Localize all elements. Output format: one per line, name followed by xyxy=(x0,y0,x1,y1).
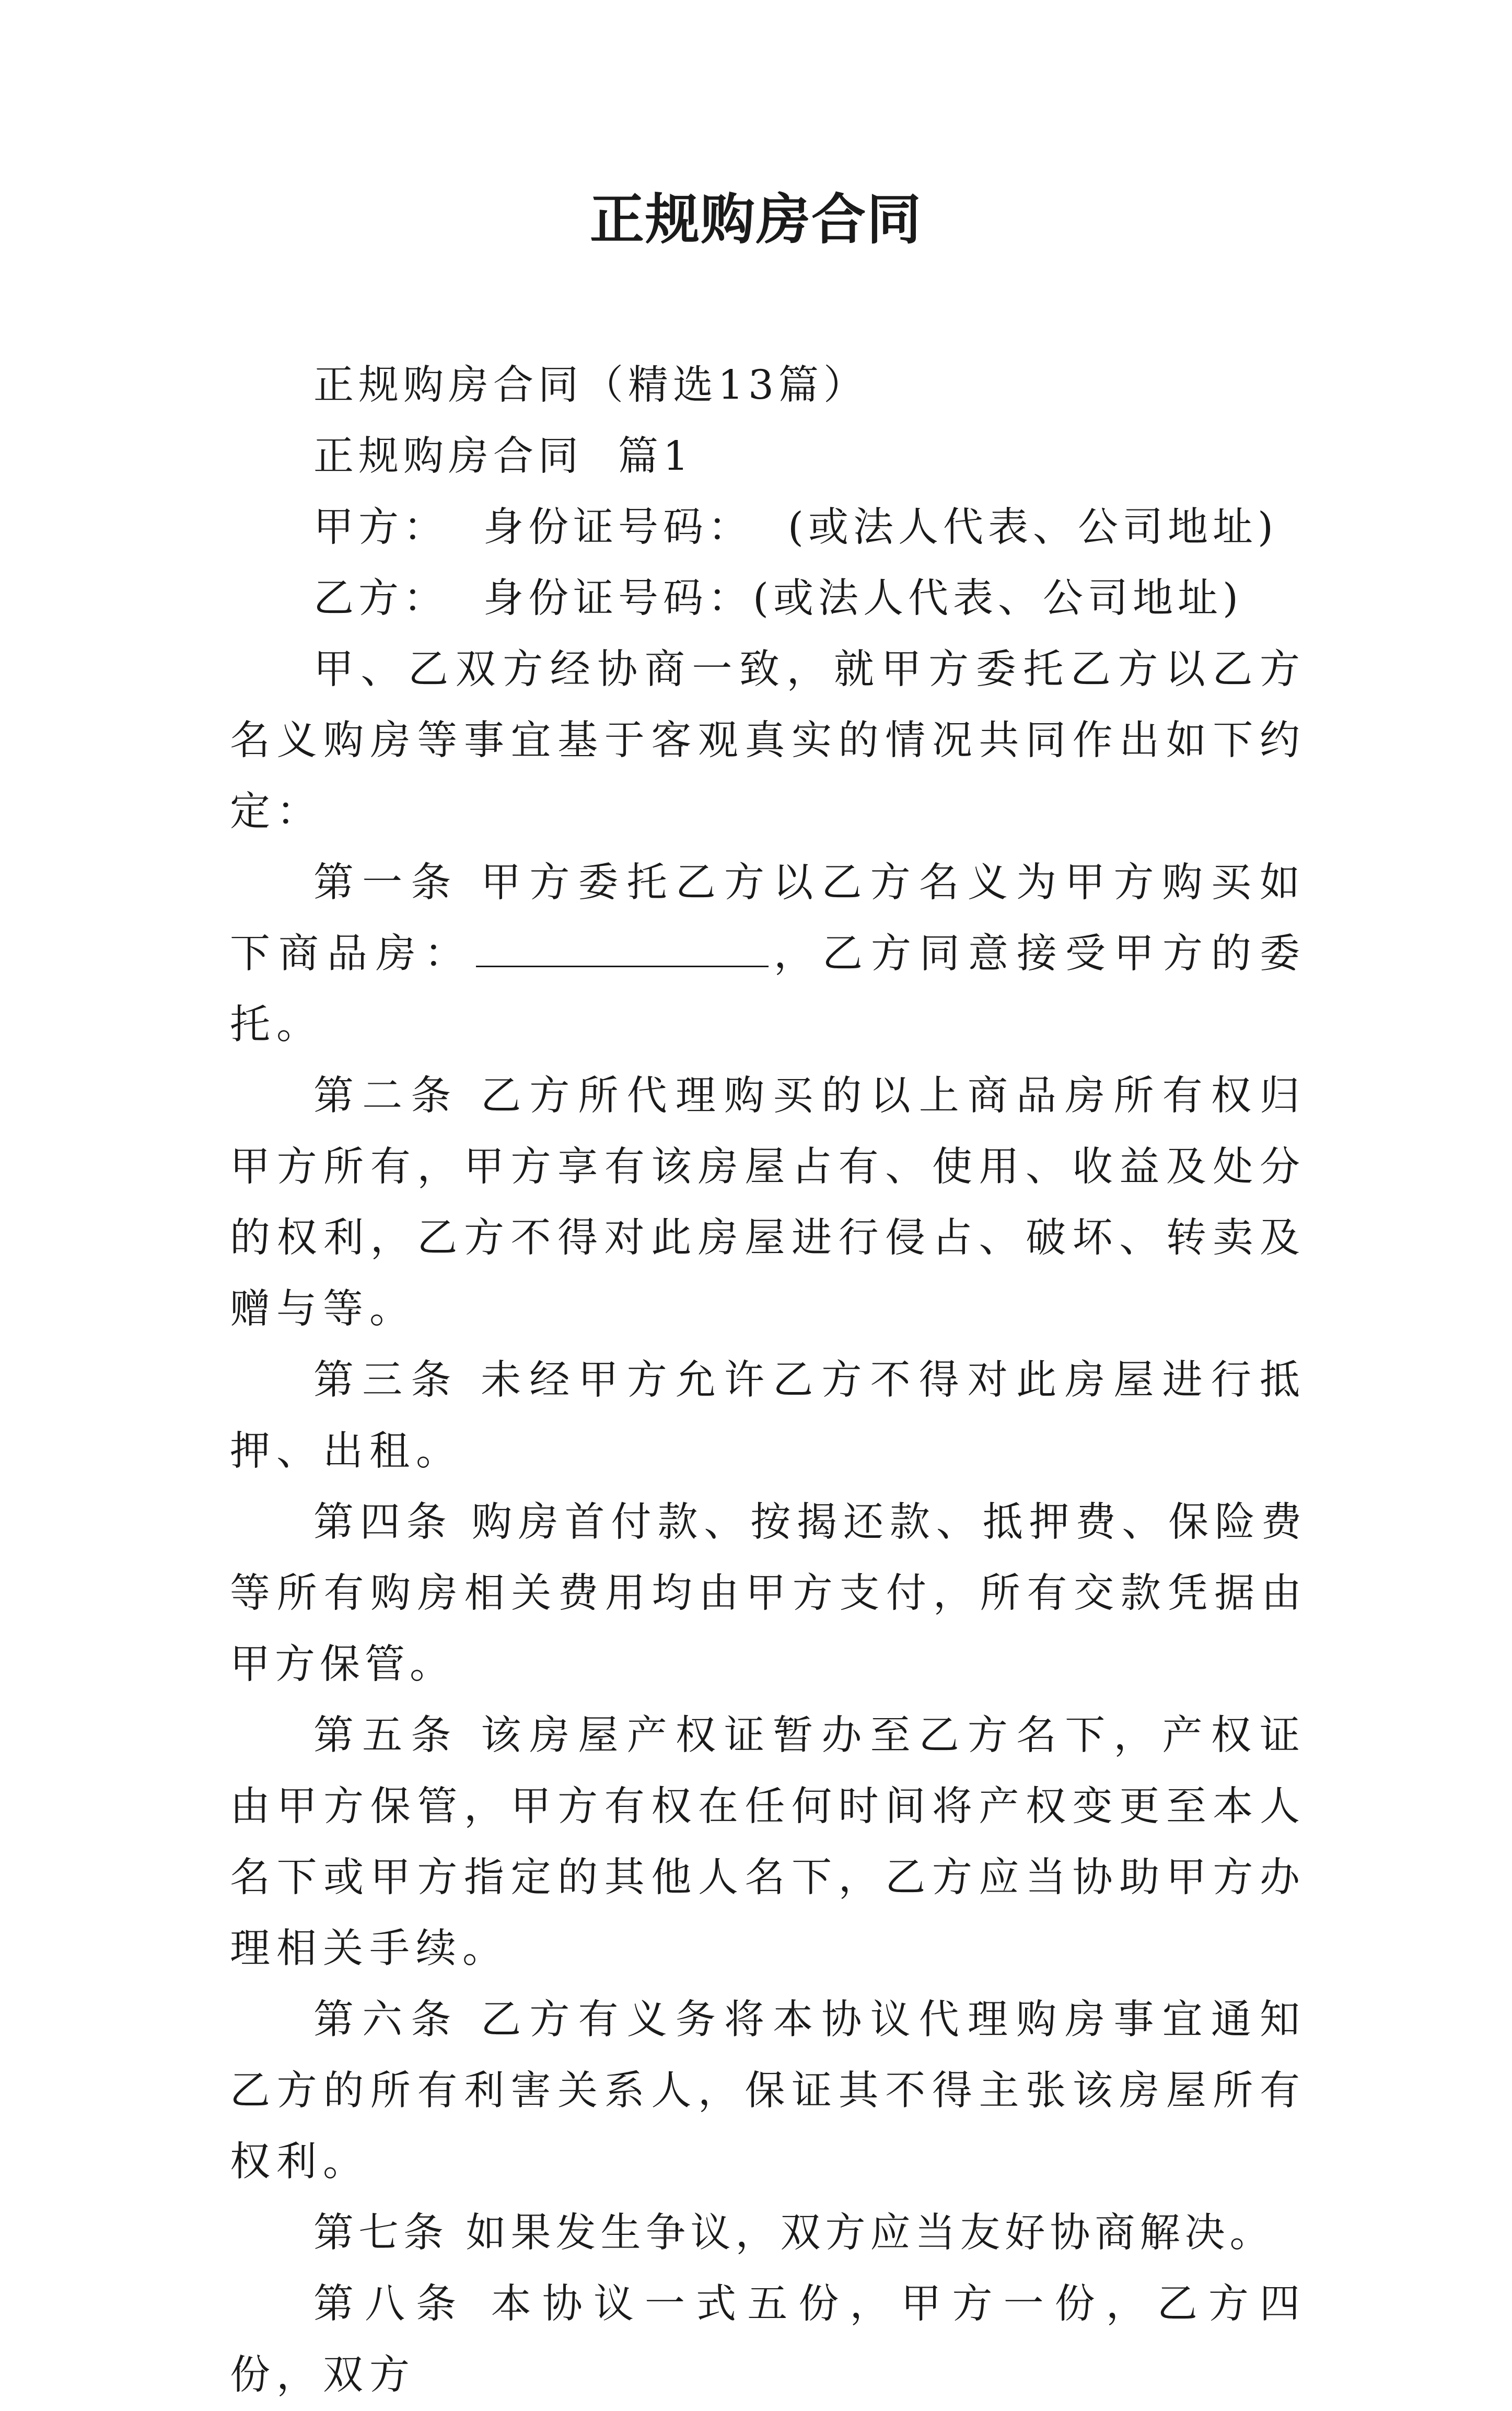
document-title: 正规购房合同 xyxy=(589,187,922,251)
document-body xyxy=(230,350,1306,2411)
section-heading: 正规购房合同 篇1 xyxy=(313,433,693,480)
document-subtitle: 正规购房合同（精选13篇） xyxy=(313,362,868,409)
article-3: 第三条 未经甲方允许乙方不得对此房屋进行抵押、出租。 xyxy=(230,1357,1306,1475)
article-1-text-end: ，乙方同意接受甲方的委托。 xyxy=(230,931,1306,1048)
party-a-line: 甲方： 身份证号码： (或法人代表、公司地址) xyxy=(313,504,1278,551)
article-8: 第八条 本协议一式五份，甲方一份，乙方四份，双方 xyxy=(230,2281,1306,2398)
preamble-paragraph: 甲、乙双方经协商一致，就甲方委托乙方以乙方名义购房等事宜基于客观真实的情况共同作出如下约定： xyxy=(230,646,1306,835)
article-6: 第六条 乙方有义务将本协议代理购房事宜通知乙方的所有利害关系人，保证其不得主张该房屋所有权利。 xyxy=(230,1997,1306,2185)
party-b-line: 乙方： 身份证号码：(或法人代表、公司地址) xyxy=(313,575,1243,622)
article-1 xyxy=(230,848,1306,1061)
article-4: 第四条 购房首付款、按揭还款、抵押费、保险费等所有购房相关费用均由甲方支付，所有交款凭据由甲方保管。 xyxy=(230,1499,1306,1688)
article-5: 第五条 该房屋产权证暂办至乙方名下，产权证由甲方保管，甲方有权在任何时间将产权变更至本人名下或甲方指定的其他人名下，乙方应当协助甲方办理相关手续。 xyxy=(230,1712,1306,1972)
article-7: 第七条 如果发生争议，双方应当友好协商解决。 xyxy=(313,2210,1275,2256)
article-1-text: 第一条 甲方委托乙方以乙方名义为甲方购买如下商品房： xyxy=(230,860,1306,977)
property-blank-line xyxy=(476,929,769,967)
article-2: 第二条 乙方所代理购买的以上商品房所有权归甲方所有，甲方享有该房屋占有、使用、收益及处分的权利，乙方不得对此房屋进行侵占、破坏、转卖及赠与等。 xyxy=(230,1073,1306,1332)
